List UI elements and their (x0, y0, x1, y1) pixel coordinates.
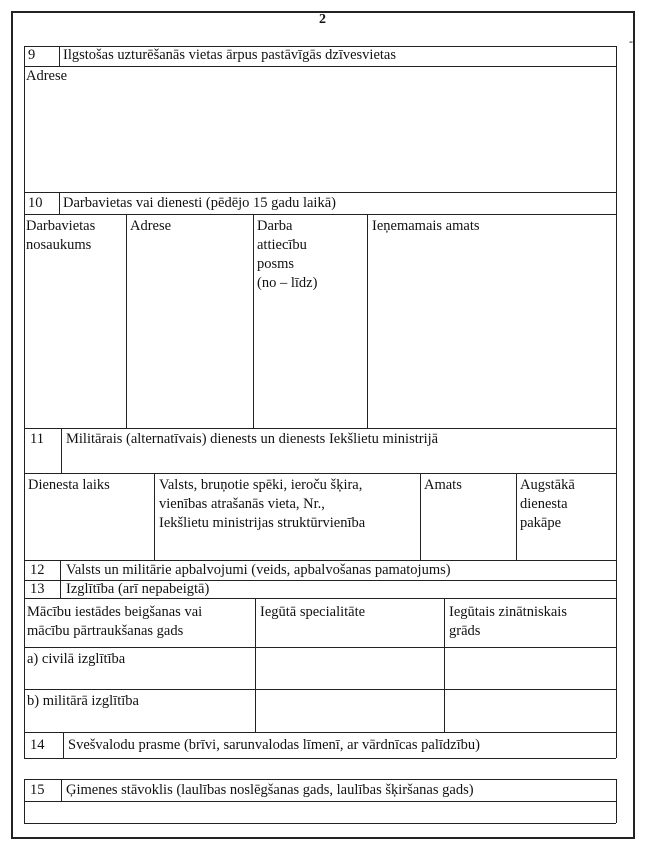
rule (126, 214, 127, 428)
s11-col-rank-1: Augstākā (520, 477, 575, 493)
rule (60, 580, 61, 598)
s11-col-unit-1: Valsts, bruņotie spēki, ieroču šķira, (159, 477, 363, 493)
section-9-number: 9 (28, 47, 36, 63)
s11-col-unit-3: Iekšlietu ministrijas struktūrvienība (159, 515, 366, 531)
s13-row-military: b) militārā izglītība (27, 693, 139, 709)
rule (24, 580, 25, 732)
section-15-number: 15 (30, 782, 45, 798)
section-11-number: 11 (30, 431, 44, 447)
rule (24, 560, 25, 580)
s13-col-degree-2: grāds (449, 623, 481, 639)
section-9-address-label: Adrese (26, 68, 68, 84)
rule (24, 732, 616, 733)
rule (616, 732, 617, 758)
rule (24, 560, 616, 561)
rule (616, 46, 617, 192)
rule (24, 428, 616, 429)
rule (616, 428, 617, 560)
s10-col-workplace-2: nosaukums (26, 237, 92, 253)
section-15-title: Ģimenes stāvoklis (laulības noslēgšanas gads, laulības šķiršanas gads) (66, 782, 474, 798)
s10-col-workplace-1: Darbavietas (26, 218, 96, 234)
rule (420, 473, 421, 560)
s13-col-specialty: Iegūtā specialitāte (260, 604, 366, 620)
section-10-number: 10 (28, 195, 43, 211)
rule (60, 560, 61, 580)
rule (59, 192, 60, 214)
s10-col-period-2: attiecību (257, 237, 307, 253)
rule (59, 46, 60, 66)
s10-col-address: Adrese (130, 218, 172, 234)
section-9-title: Ilgstošas uzturēšanās vietas ārpus pastāvīgās dzīvesvietas (63, 47, 397, 63)
s11-col-rank-3: pakāpe (520, 515, 562, 531)
s11-col-unit-2: vienības atrašanās vieta, Nr., (159, 496, 325, 512)
s10-col-period-3: posms (257, 256, 295, 272)
section-13-title: Izglītība (arī nepabeigtā) (66, 581, 210, 597)
rule (616, 192, 617, 428)
rule (367, 214, 368, 428)
s13-col-year-1: Mācību iestādes beigšanas vai (27, 604, 203, 620)
margin-mark: - (629, 34, 633, 48)
rule (154, 473, 155, 560)
rule (24, 801, 616, 802)
rule (24, 66, 616, 67)
s11-col-time: Dienesta laiks (28, 477, 110, 493)
rule (444, 598, 445, 732)
section-14-title: Svešvalodu prasme (brīvi, sarunvalodas līmenī, ar vārdnīcas palīdzību) (68, 737, 480, 753)
rule (24, 473, 616, 474)
rule (24, 428, 25, 560)
rule (24, 823, 616, 824)
section-10-title: Darbavietas vai dienesti (pēdējo 15 gadu laikā) (63, 195, 336, 211)
rule (255, 598, 256, 732)
s13-row-civil: a) civilā izglītība (27, 651, 126, 667)
page-number: 2 (319, 12, 326, 27)
rule (24, 192, 616, 193)
rule (24, 732, 25, 758)
rule (24, 46, 25, 66)
rule (616, 560, 617, 580)
s13-col-year-2: mācību pārtraukšanas gads (27, 623, 184, 639)
rule (616, 779, 617, 823)
s13-col-degree-1: Iegūtais zinātniskais (449, 604, 567, 620)
rule (24, 192, 25, 428)
rule (516, 473, 517, 560)
section-11-title: Militārais (alternatīvais) dienests un dienests Iekšlietu ministrijā (66, 431, 439, 447)
rule (61, 428, 62, 473)
section-12-number: 12 (30, 562, 45, 578)
rule (63, 732, 64, 758)
s10-col-position: Ieņemamais amats (372, 218, 480, 234)
rule (24, 779, 616, 780)
rule (24, 647, 616, 648)
rule (24, 598, 616, 599)
rule (24, 689, 616, 690)
section-12-title: Valsts un militārie apbalvojumi (veids, apbalvošanas pamatojums) (66, 562, 451, 578)
rule (24, 758, 616, 759)
section-13-number: 13 (30, 581, 45, 597)
rule (24, 66, 25, 192)
section-14-number: 14 (30, 737, 45, 753)
rule (24, 779, 25, 823)
rule (61, 779, 62, 801)
rule (616, 580, 617, 732)
page-frame (11, 11, 635, 839)
s11-col-position: Amats (424, 477, 462, 493)
rule (253, 214, 254, 428)
rule (24, 214, 616, 215)
s10-col-period-1: Darba (257, 218, 293, 234)
s11-col-rank-2: dienesta (520, 496, 568, 512)
s10-col-period-4: (no – līdz) (257, 275, 318, 291)
